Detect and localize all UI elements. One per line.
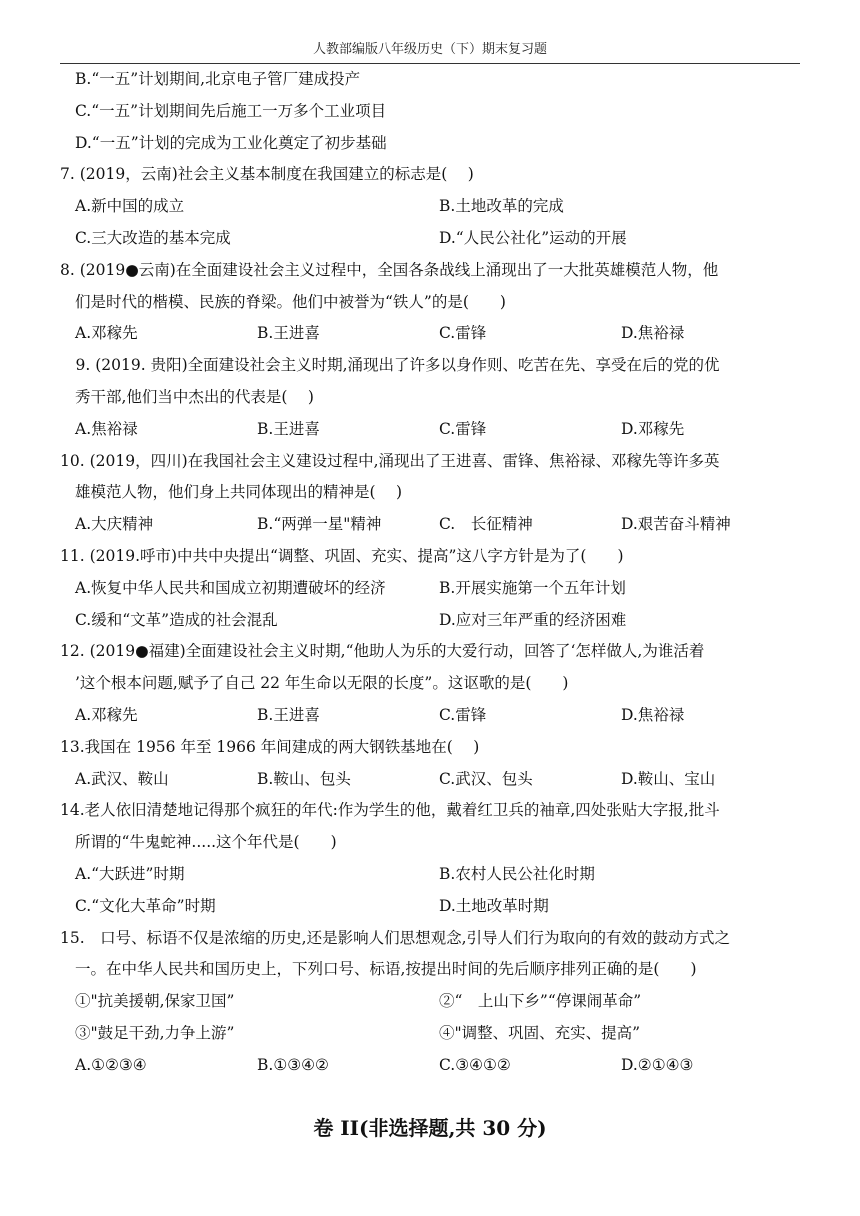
q7-option-b: B.土地改革的完成 <box>439 197 564 216</box>
q10-options <box>60 509 805 541</box>
q11-option-c: C.缓和“文革”造成的社会混乱 <box>75 610 278 629</box>
question-list <box>60 64 805 1082</box>
q10-option-c: C. 长征精神 <box>439 515 533 534</box>
q10-option-d: D.艰苦奋斗精神 <box>621 515 731 534</box>
q8-option-d: D.焦裕禄 <box>621 324 685 343</box>
q10-stem-line2: 雄模范人物，他们身上共同体现出的精神是( ) <box>75 483 403 502</box>
q8-options <box>60 318 805 350</box>
q9-option-b: B.王进喜 <box>257 419 320 438</box>
q13-options <box>60 764 805 796</box>
q11-options-row1 <box>60 573 805 605</box>
q11-options-row2 <box>60 605 805 637</box>
q6-option-c: C.“一五”计划期间先后施工一万多个工业项目 <box>75 101 387 120</box>
q7-stem: 7. (2019，云南)社会主义基本制度在我国建立的标志是( ) <box>60 165 474 184</box>
q14-options-row1 <box>60 859 805 891</box>
q10-option-b: B.“两弹一星"精神 <box>257 515 382 534</box>
q7-option-a: A.新中国的成立 <box>75 197 185 216</box>
q13-option-d: D.鞍山、宝山 <box>621 769 716 788</box>
q14-stem-line2: 所谓的“牛鬼蛇神.....这个年代是( ) <box>75 833 337 852</box>
q8-stem-line2: 们是时代的楷模、民族的脊梁。他们中被誉为“铁人”的是( ) <box>75 292 506 311</box>
q15-option-d: D.②①④③ <box>621 1055 694 1074</box>
q10-stem-line1: 10. (2019，四川)在我国社会主义建设过程中,涌现出了王进喜、雷锋、焦裕禄、邓稼先等许多英 <box>60 451 720 470</box>
q11-option-a: A.恢复中华人民共和国成立初期遭破坏的经济 <box>75 578 386 597</box>
q15-stem-line2: 一。在中华人民共和国历史上，下列口号、标语,按提出时间的先后顺序排列正确的是( ) <box>75 960 697 979</box>
page-header: 人教部编版八年级历史（下）期末复习题 <box>60 38 800 64</box>
q14-options-row2 <box>60 891 805 923</box>
q9-option-a: A.焦裕禄 <box>75 419 138 438</box>
q15-item-3: ③"鼓足干劲,力争上游” <box>75 1023 235 1042</box>
q7-options-row1 <box>60 191 805 223</box>
q11-option-b: B.开展实施第一个五年计划 <box>439 578 626 597</box>
q9-stem-line1: 9. (2019. 贵阳)全面建设社会主义时期,涌现出了许多以身作则、吃苦在先、享受在后的党的优 <box>60 356 720 375</box>
q9-options <box>60 414 805 446</box>
q12-options <box>60 700 805 732</box>
q8-option-a: A.邓稼先 <box>75 324 138 343</box>
q15-stem-line1: 15. 口号、标语不仅是浓缩的历史,还是影响人们思想观念,引导人们行为取向的有效的鼓动方式之 <box>60 928 731 947</box>
q7-option-d: D.“人民公社化”运动的开展 <box>439 228 627 247</box>
q15-item-4: ④"调整、巩固、充实、提高” <box>439 1023 641 1042</box>
q15-option-a: A.①②③④ <box>75 1055 147 1074</box>
q15-item-1: ①"抗美援朝,保家卫国” <box>75 992 235 1011</box>
q15-item-2: ②“ 上山下乡”“停课闹革命” <box>439 992 642 1011</box>
q12-option-d: D.焦裕禄 <box>621 705 685 724</box>
q15-items-row1 <box>60 986 805 1018</box>
q14-option-b: B.农村人民公社化时期 <box>439 864 595 883</box>
q6-option-d: D.“一五”计划的完成为工业化奠定了初步基础 <box>75 133 387 152</box>
q12-stem-line2: ’这个根本问题,赋予了自己 22 年生命以无限的长度”。这讴歌的是( ) <box>75 674 569 693</box>
q12-option-b: B.王进喜 <box>257 705 320 724</box>
q8-option-c: C.雷锋 <box>439 324 487 343</box>
q9-option-c: C.雷锋 <box>439 419 487 438</box>
q9-stem-line2: 秀干部,他们当中杰出的代表是( ) <box>75 387 314 406</box>
q14-option-a: A.“大跃进”时期 <box>75 864 185 883</box>
q13-option-c: C.武汉、包头 <box>439 769 533 788</box>
q14-stem-line1: 14.老人依旧清楚地记得那个疯狂的年代:作为学生的他，戴着红卫兵的袖章,四处张贴大字报,批斗 <box>60 801 720 820</box>
q12-option-c: C.雷锋 <box>439 705 487 724</box>
q12-option-a: A.邓稼先 <box>75 705 138 724</box>
section-title: 卷 II(非选择题,共 30 分) <box>313 1116 547 1140</box>
q15-option-b: B.①③④② <box>257 1055 329 1074</box>
q9-option-d: D.邓稼先 <box>621 419 685 438</box>
q15-option-c: C.③④①② <box>439 1055 511 1074</box>
q11-option-d: D.应对三年严重的经济困难 <box>439 610 627 629</box>
q6-option-b: B.“一五”计划期间,北京电子管厂建成投产 <box>75 70 361 88</box>
q13-stem: 13.我国在 1956 年至 1966 年间建成的两大钢铁基地在( ) <box>60 737 480 756</box>
q7-option-c: C.三大改造的基本完成 <box>75 228 231 247</box>
q11-stem: 11. (2019.呼市)中共中央提出“调整、巩固、充实、提高”这八字方针是为了( ) <box>60 546 624 565</box>
q7-options-row2 <box>60 223 805 255</box>
q8-option-b: B.王进喜 <box>257 324 320 343</box>
q12-stem-line1: 12. (2019●福建)全面建设社会主义时期,“他助人为乐的大爱行动，回答了‘怎样做人,为谁活着 <box>60 642 705 661</box>
q13-option-b: B.鞍山、包头 <box>257 769 351 788</box>
q10-option-a: A.大庆精神 <box>75 515 154 534</box>
q15-items-row2 <box>60 1018 805 1050</box>
q14-option-d: D.土地改革时期 <box>439 896 549 915</box>
q14-option-c: C.“文化大革命”时期 <box>75 896 216 915</box>
q13-option-a: A.武汉、鞍山 <box>75 769 169 788</box>
q15-options <box>60 1050 805 1082</box>
q8-stem-line1: 8. (2019●云南)在全面建设社会主义过程中，全国各条战线上涌现出了一大批英雄模范人物，他 <box>60 260 719 279</box>
